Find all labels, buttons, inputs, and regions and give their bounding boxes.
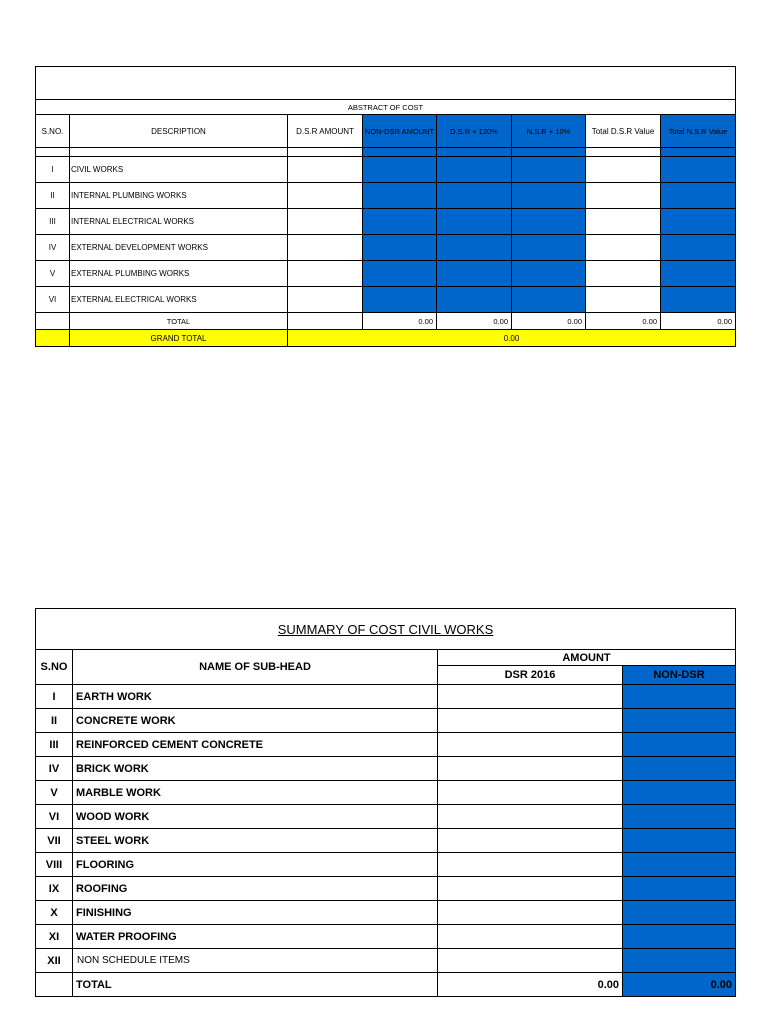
- summary-total-row: [36, 973, 736, 997]
- header-nsr-10: N.S.R + 10%: [512, 115, 586, 148]
- total-dsr-120: 0.00: [437, 313, 512, 330]
- header-amount: AMOUNT: [438, 650, 736, 666]
- header-non-dsr: NON-DSR: [623, 666, 736, 685]
- header-sno: S.NO: [36, 650, 73, 685]
- row-name: NON SCHEDULE ITEMS: [73, 949, 438, 973]
- header-total-nsr: Total N.S.R Value: [661, 115, 736, 148]
- row-description: EXTERNAL DEVELOPMENT WORKS: [70, 235, 288, 261]
- table-row: [36, 235, 736, 261]
- row-sno: XI: [36, 925, 73, 949]
- row-sno: XII: [36, 949, 73, 973]
- table-row: [36, 877, 736, 901]
- abstract-subtitle-row: [36, 100, 736, 115]
- header-total-dsr: Total D.S.R Value: [586, 115, 661, 148]
- row-name: WOOD WORK: [73, 805, 438, 829]
- total-label: TOTAL: [70, 313, 288, 330]
- table-row: [36, 709, 736, 733]
- grand-total-row: [36, 330, 736, 347]
- row-name: FINISHING: [73, 901, 438, 925]
- table-row: [36, 925, 736, 949]
- abstract-total-row: [36, 313, 736, 330]
- row-description: INTERNAL PLUMBING WORKS: [70, 183, 288, 209]
- row-name: MARBLE WORK: [73, 781, 438, 805]
- grand-total-value: 0.00: [288, 330, 736, 347]
- table-row: [36, 781, 736, 805]
- table-row: [36, 183, 736, 209]
- table-row: [36, 287, 736, 313]
- row-name: WATER PROOFING: [73, 925, 438, 949]
- abstract-header-row: [36, 115, 736, 148]
- row-sno: V: [36, 261, 70, 287]
- row-sno: III: [36, 209, 70, 235]
- table-row: [36, 901, 736, 925]
- row-name: BRICK WORK: [73, 757, 438, 781]
- header-sno: S.NO.: [36, 115, 70, 148]
- row-sno: III: [36, 733, 73, 757]
- header-non-dsr-amount: NON-DSR AMOUNT: [363, 115, 437, 148]
- table-row: [36, 805, 736, 829]
- row-name: ROOFING: [73, 877, 438, 901]
- row-sno: I: [36, 685, 73, 709]
- total-dsr: 0.00: [438, 973, 623, 997]
- row-sno: VI: [36, 287, 70, 313]
- grand-total-label: GRAND TOTAL: [70, 330, 288, 347]
- row-sno: VII: [36, 829, 73, 853]
- total-label: TOTAL: [73, 973, 438, 997]
- row-name: STEEL WORK: [73, 829, 438, 853]
- table-row: [36, 829, 736, 853]
- header-dsr-amount: D.S.R AMOUNT: [288, 115, 363, 148]
- row-sno: X: [36, 901, 73, 925]
- total-nsr-value: 0.00: [661, 313, 736, 330]
- table-row: [36, 733, 736, 757]
- abstract-spacer-row: [36, 148, 736, 157]
- row-sno: V: [36, 781, 73, 805]
- row-sno: VI: [36, 805, 73, 829]
- row-sno: I: [36, 157, 70, 183]
- header-dsr-120: D.S.R + 120%: [437, 115, 512, 148]
- table-row: [36, 685, 736, 709]
- row-description: EXTERNAL ELECTRICAL WORKS: [70, 287, 288, 313]
- total-dsr-value: 0.00: [586, 313, 661, 330]
- table-row: [36, 949, 736, 973]
- row-sno: IV: [36, 235, 70, 261]
- header-dsr-2016: DSR 2016: [438, 666, 623, 685]
- row-name: REINFORCED CEMENT CONCRETE: [73, 733, 438, 757]
- abstract-title: ABSTRACT OF COST: [36, 100, 736, 115]
- row-name: FLOORING: [73, 853, 438, 877]
- abstract-of-cost-table: [35, 66, 736, 347]
- table-row: [36, 757, 736, 781]
- summary-title-row: [36, 609, 736, 650]
- table-row: [36, 209, 736, 235]
- row-sno: II: [36, 709, 73, 733]
- table-row: [36, 853, 736, 877]
- row-sno: II: [36, 183, 70, 209]
- row-sno: IV: [36, 757, 73, 781]
- total-nsr-10: 0.00: [512, 313, 586, 330]
- row-description: CIVIL WORKS: [70, 157, 288, 183]
- table-row: [36, 157, 736, 183]
- row-name: EARTH WORK: [73, 685, 438, 709]
- table-row: [36, 261, 736, 287]
- row-description: EXTERNAL PLUMBING WORKS: [70, 261, 288, 287]
- abstract-title-row: [36, 67, 736, 100]
- row-description: INTERNAL ELECTRICAL WORKS: [70, 209, 288, 235]
- header-name-of-sub-head: NAME OF SUB-HEAD: [73, 650, 438, 685]
- row-sno: IX: [36, 877, 73, 901]
- row-name: CONCRETE WORK: [73, 709, 438, 733]
- total-non-dsr: 0.00: [363, 313, 437, 330]
- summary-civil-works-table: [35, 608, 736, 997]
- row-sno: VIII: [36, 853, 73, 877]
- total-non-dsr: 0.00: [623, 973, 736, 997]
- summary-title: SUMMARY OF COST CIVIL WORKS: [277, 621, 494, 637]
- header-description: DESCRIPTION: [70, 115, 288, 148]
- summary-header-row: [36, 650, 736, 666]
